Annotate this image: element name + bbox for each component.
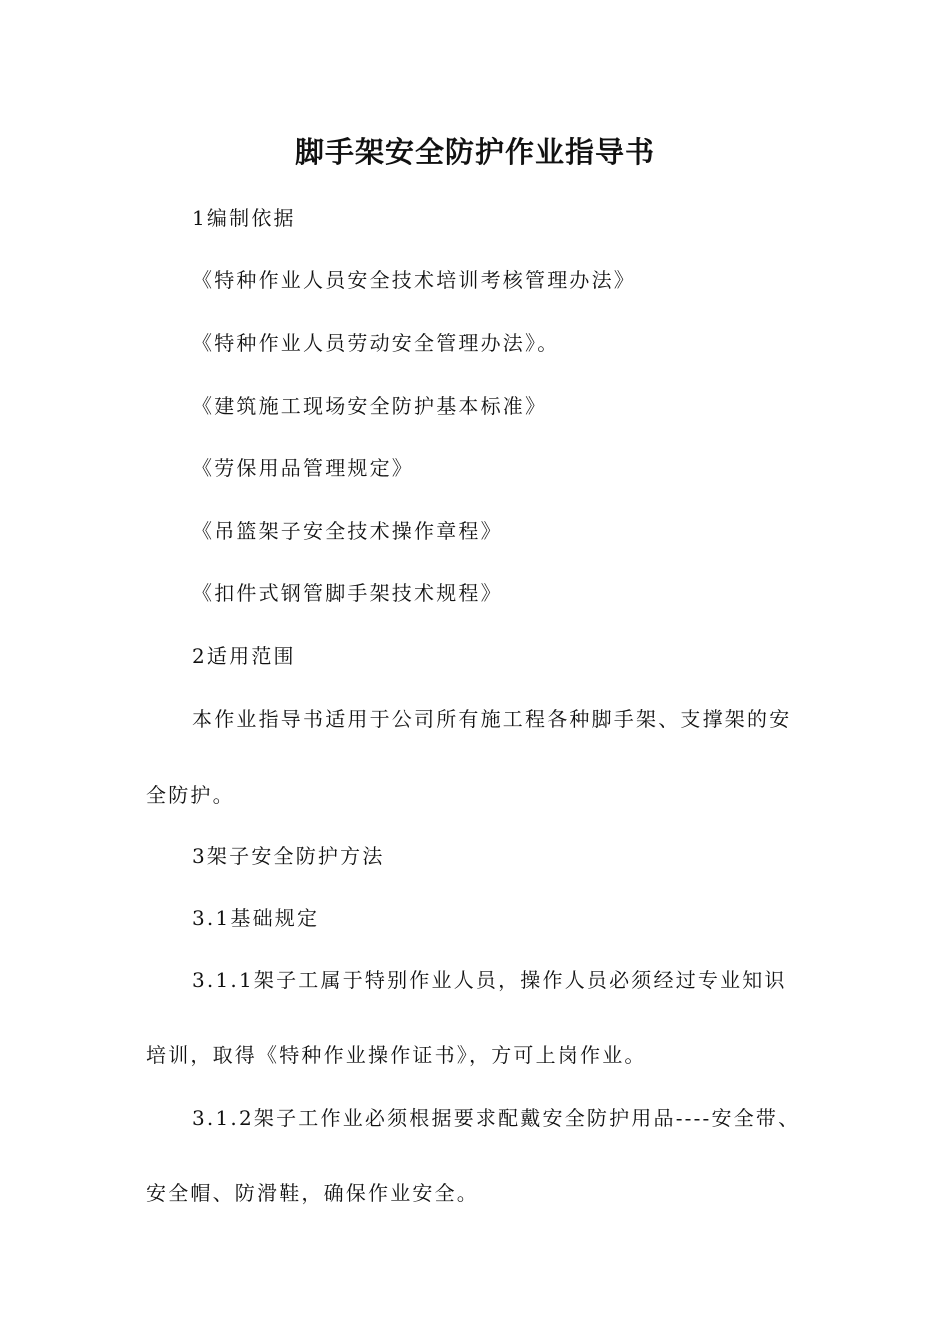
- paragraph-line: 3.1.2架子工作业必须根据要求配戴安全防护用品----安全带、: [192, 1106, 801, 1130]
- paragraph-line: 培训，取得《特种作业操作证书》，方可上岗作业。: [146, 1043, 647, 1067]
- section-heading: 3架子安全防护方法: [192, 844, 385, 868]
- reference-item: 《建筑施工现场安全防护基本标准》: [192, 394, 548, 418]
- section-heading: 2适用范围: [192, 644, 296, 668]
- reference-item: 《特种作业人员安全技术培训考核管理办法》: [192, 268, 636, 292]
- subsection-heading: 3.1基础规定: [192, 906, 320, 930]
- reference-item: 《扣件式钢管脚手架技术规程》: [192, 581, 503, 605]
- reference-item: 《吊篮架子安全技术操作章程》: [192, 519, 503, 543]
- paragraph-line: 全防护。: [146, 783, 235, 807]
- document-title: 脚手架安全防护作业指导书: [294, 135, 655, 169]
- paragraph-line: 安全帽、防滑鞋，确保作业安全。: [146, 1181, 479, 1205]
- section-heading: 1编制依据: [192, 206, 296, 230]
- reference-item: 《劳保用品管理规定》: [192, 456, 414, 480]
- reference-item: 《特种作业人员劳动安全管理办法》。: [192, 331, 560, 355]
- paragraph-line: 本作业指导书适用于公司所有施工程各种脚手架、支撑架的安: [192, 707, 792, 731]
- paragraph-line: 3.1.1架子工属于特别作业人员，操作人员必须经过专业知识: [192, 968, 787, 992]
